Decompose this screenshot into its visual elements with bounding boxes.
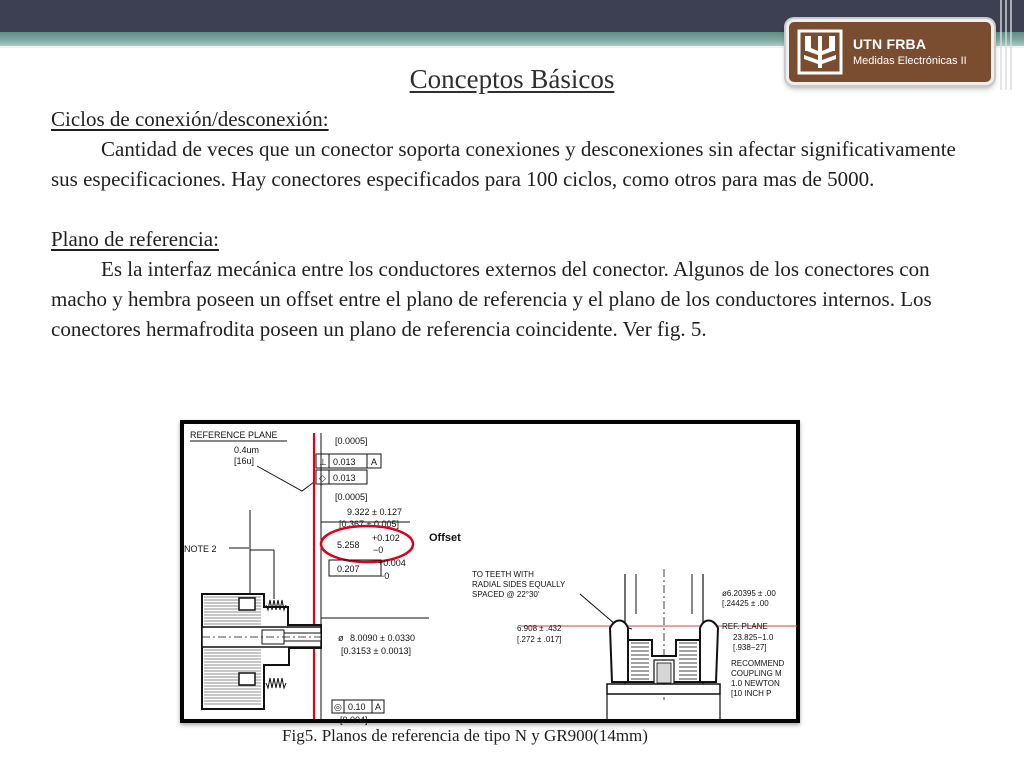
perpendicularity-symbol: ⊥ [319, 457, 327, 467]
offset-label: Offset [429, 532, 461, 544]
figure-caption: Fig5. Planos de referencia de tipo N y GR900(14mm) [282, 726, 648, 745]
slide-content [51, 104, 961, 344]
tolerance-u: [16u] [234, 456, 255, 466]
reference-plane-label: REFERENCE PLANE [190, 430, 278, 440]
right-dim-4: [.938−27] [733, 643, 767, 652]
right-diameter-2: [.24425 ± .00 [722, 599, 769, 608]
right-left-dim-2: [.272 ± .017] [517, 635, 562, 644]
connector-drawing [184, 424, 796, 725]
paragraph-spacer [51, 194, 961, 224]
lower-main-value: 0.207 [337, 564, 360, 574]
offset-plus-tolerance: +0.102 [372, 533, 400, 543]
flatness-symbol: ◇ [319, 473, 326, 483]
offset-minus-tolerance: −0 [373, 545, 384, 555]
bottom-datum: A [375, 702, 382, 712]
lower-plus-tolerance: +0.004 [378, 558, 406, 568]
dimension-main: 9.322 ± 0.127 [347, 507, 402, 517]
reference-plane-figure [180, 420, 800, 723]
right-left-dim-1: 6.908 ± .432 [517, 624, 562, 633]
right-diameter-1: ø6.20395 ± .00 [722, 589, 776, 598]
dimension-bracket: [0.0005] [335, 492, 368, 502]
bottom-value: 0.10 [348, 702, 366, 712]
top-box-value: [0.0005] [335, 436, 368, 446]
diameter-main: 8.0090 ± 0.0330 [350, 633, 415, 643]
slide-title: Conceptos Básicos [409, 64, 615, 94]
right-top-note-2: RADIAL SIDES EQUALLY [472, 580, 566, 589]
right-recommendation-1: RECOMMEND [731, 659, 785, 668]
perpendicularity-datum: A [371, 457, 378, 467]
logo-subtitle: Medidas Electrónicas II [853, 55, 967, 67]
diameter-symbol: ø [338, 633, 344, 643]
right-dim-3: 23.825−1.0 [733, 633, 774, 642]
flatness-value: 0.013 [333, 473, 356, 483]
right-recommendation-3: 1.0 NEWTON [731, 679, 780, 688]
offset-main-value: 5.258 [337, 540, 360, 550]
tolerance-um: 0.4um [234, 445, 260, 455]
bottom-bracket: [0.004] [340, 715, 368, 725]
diameter-bracket: [0.3153 ± 0.0013] [341, 646, 411, 656]
note-label: NOTE 2 [184, 544, 217, 554]
right-ref-plane: REF. PLANE [722, 622, 768, 631]
perpendicularity-value: 0.013 [333, 457, 356, 467]
right-top-note-1: TO TEETH WITH [472, 570, 534, 579]
right-top-note-3: SPACED @ 22°30' [472, 590, 540, 599]
dimension-secondary: [0.367 ± 0.005] [339, 519, 399, 529]
right-recommendation-4: [10 INCH P [731, 689, 772, 698]
cycles-heading: Ciclos de conexión/desconexión: [51, 107, 329, 131]
reference-plane-heading: Plano de referencia: [51, 227, 219, 251]
cycles-paragraph: Cantidad de veces que un conector soporta conexiones y desconexiones sin afectar significativamente sus especificaciones. Hay conectores especificados para 100 ciclos, como otros para mas de 5000. [51, 137, 956, 191]
right-recommendation-2: COUPLING M [731, 669, 782, 678]
bottom-symbol: ◎ [334, 702, 342, 712]
reference-plane-paragraph: Es la interfaz mecánica entre los conductores externos del conector. Algunos de los conectores con macho y hembra poseen un offset entre el plano de referencia y el plano de los conductores internos. Los conectores hermafrodita poseen un plano de referencia coincidente. Ver fig. 5. [51, 257, 932, 341]
logo-title: UTN FRBA [853, 36, 927, 52]
lower-minus-tolerance: −0 [379, 571, 390, 581]
